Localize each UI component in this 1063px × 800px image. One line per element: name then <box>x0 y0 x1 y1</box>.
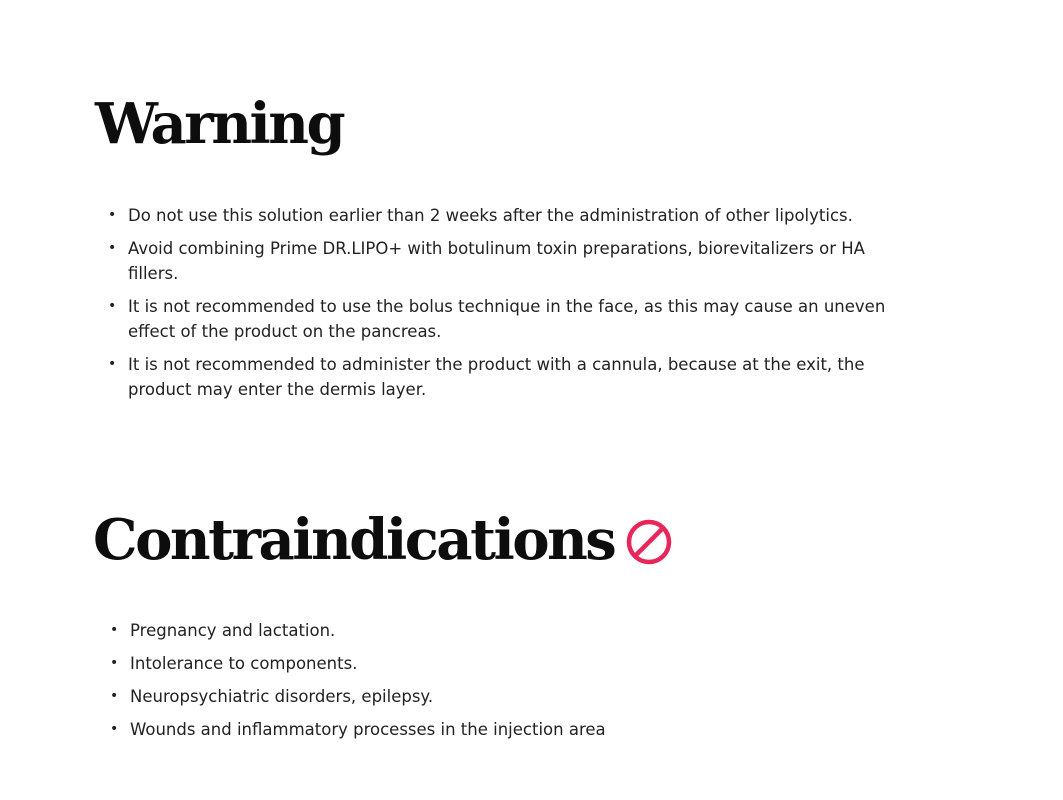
list-item <box>110 684 810 709</box>
bullet-icon: • <box>108 298 117 314</box>
list-item-text: Neuropsychiatric disorders, epilepsy. <box>130 687 434 706</box>
bullet-icon: • <box>110 721 119 737</box>
list-item <box>110 618 810 643</box>
bullet-icon: • <box>108 240 117 256</box>
warning-list <box>108 203 918 410</box>
list-item-text: Wounds and inflammatory processes in the injection area <box>130 720 606 739</box>
bullet-icon: • <box>110 688 119 704</box>
list-item <box>108 236 918 286</box>
list-item <box>110 717 810 742</box>
list-item-text: It is not recommended to administer the product with a cannula, because at the exit, the product may enter the dermis layer. <box>128 355 865 399</box>
bullet-icon: • <box>108 207 117 223</box>
list-item-text: Pregnancy and lactation. <box>130 621 336 640</box>
list-item <box>108 203 918 228</box>
contraindications-list <box>110 618 810 750</box>
list-item-text: Do not use this solution earlier than 2 weeks after the administration of other lipolytics. <box>128 206 853 225</box>
list-item-text: Intolerance to components. <box>130 654 358 673</box>
warning-heading: Warning <box>95 91 344 157</box>
contraindications-heading-row <box>93 507 674 573</box>
list-item <box>110 651 810 676</box>
list-item-text: Avoid combining Prime DR.LIPO+ with botulinum toxin preparations, biorevitalizers or HA fillers. <box>128 239 865 283</box>
bullet-icon: • <box>110 622 119 638</box>
contraindications-heading: Contraindications <box>93 507 615 573</box>
list-item-text: It is not recommended to use the bolus technique in the face, as this may cause an uneven effect of the product on the pancreas. <box>128 297 886 341</box>
list-item <box>108 352 918 402</box>
prohibited-icon <box>624 515 674 565</box>
list-item <box>108 294 918 344</box>
bullet-icon: • <box>110 655 119 671</box>
bullet-icon: • <box>108 356 117 372</box>
